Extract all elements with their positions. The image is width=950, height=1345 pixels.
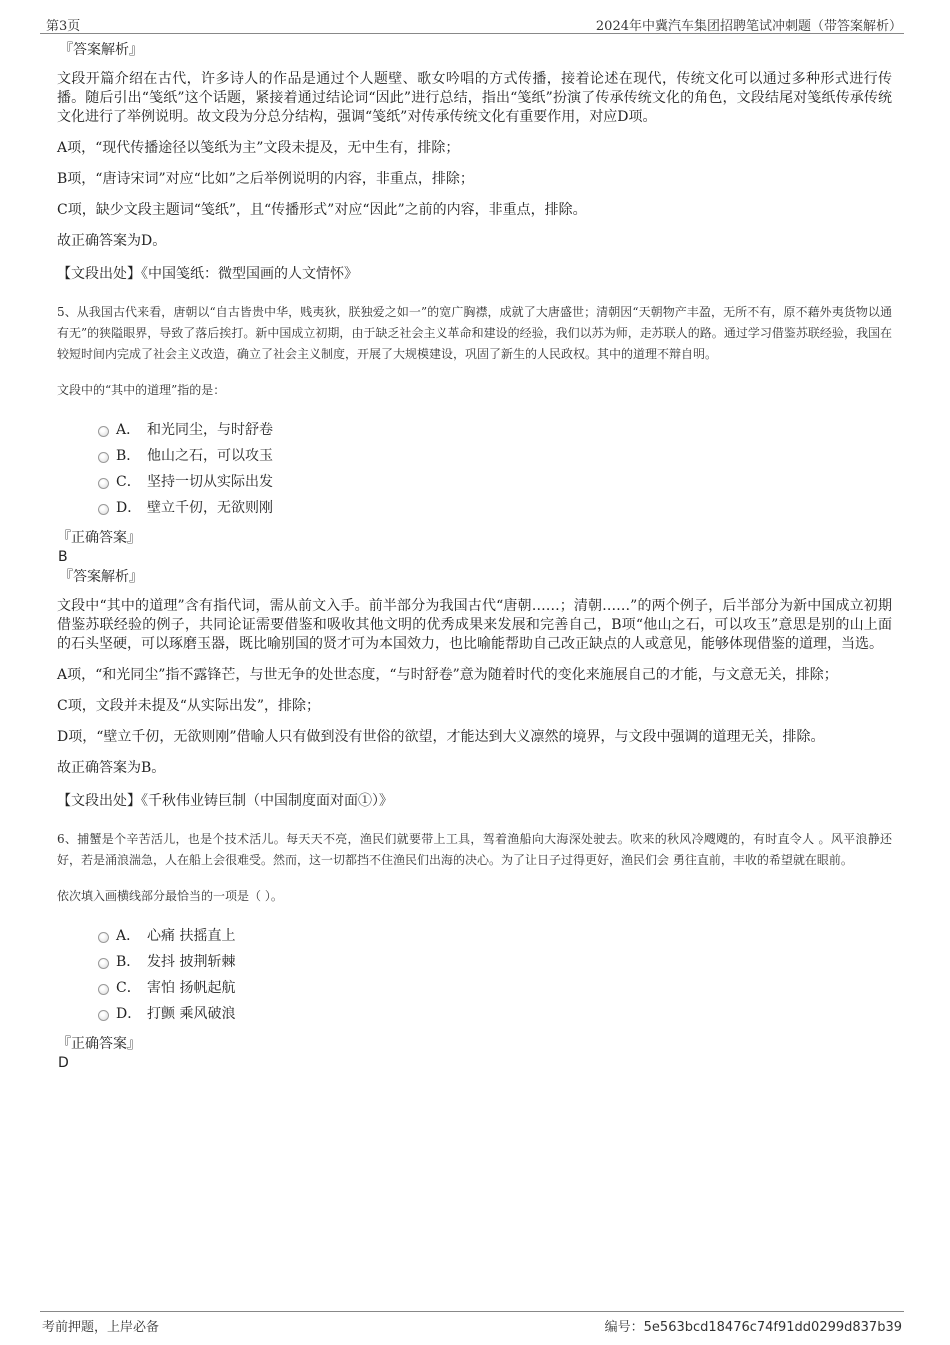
q5-text: 5、从我国古代来看，唐朝以“自古皆贵中华，贱夷狄，朕独爱之如一”的宽广胸襟，成就了大唐盛世；清朝因“天朝物产丰盈，无所不有，原不藉外夷货物以通有无”的狭隘眼界，导致了落后挨打。新中国成立初期，由于缺乏社会主义革命和建设的经验，我们以苏为师，走苏联人的路。通过学习借鉴苏联经验，我国在较短时间内完成了社会主义改造，确立了社会主义制度，开展了大规模建设，巩固了新生的人民政权。其中的道理不辩自明。 xyxy=(57,305,892,361)
q4-option-a-analysis: A项，“现代传播途径以笺纸为主”文段未提及，无中生有，排除； xyxy=(57,140,460,156)
q5-option-d-analysis: D项，“壁立千仞，无欲则刚”借喻人只有做到没有世俗的欲望，才能达到大义凛然的境界，与文段中强调的道理无关，排除。 xyxy=(57,729,825,745)
q5-answer-value: B xyxy=(58,549,68,565)
q5-answer-label: 『正确答案』 xyxy=(57,530,141,546)
radio-button-icon[interactable] xyxy=(98,504,109,515)
q6-option-d[interactable] xyxy=(98,1001,892,1027)
page-header xyxy=(40,14,904,34)
q6-options xyxy=(98,923,892,1027)
q5-analysis-paragraph: 文段中“其中的道理”含有指代词，需从前文入手。前半部分为我国古代“唐朝……；清朝……”的两个例子，后半部分为新中国成立初期借鉴苏联经验的例子，共同论证需要借鉴和吸收其他文明的优秀成果来发展和完善自己，B项“他山之石，可以攻玉”意思是别的山上面的石头坚硬，可以琢磨玉器，既比喻别国的贤才可为本国效力，也比喻能帮助自己改正缺点的人或意见，能够体现借鉴的道理，当选。 xyxy=(57,598,892,652)
q6-prompt: 依次填入画横线部分最恰当的一项是（ ）。 xyxy=(57,889,283,903)
option-text: 坚持一切从实际出发 xyxy=(147,474,273,490)
q5-option-a[interactable] xyxy=(98,417,892,443)
q4-analysis-paragraph: 文段开篇介绍在古代，许多诗人的作品是通过个人题壁、歌女吟唱的方式传播，接着论述在现代，传统文化可以通过多种形式进行传播。随后引出“笺纸”这个话题，紧接着通过结论词“因此”进行总结，指出“笺纸”扮演了传承传统文化的角色，文段结尾对笺纸传承传统文化进行了举例说明。故文段为分总分结构，强调“笺纸”对传承传统文化有重要作用，对应D项。 xyxy=(57,71,892,125)
option-text: 他山之石，可以攻玉 xyxy=(147,448,273,464)
option-text: 心痛 扶摇直上 xyxy=(147,928,236,944)
q5-option-b[interactable] xyxy=(98,443,892,469)
q6-answer-label: 『正确答案』 xyxy=(57,1036,141,1052)
q5-source: 【文段出处】《千秋伟业铸巨制（中国制度面对面①）》 xyxy=(57,793,393,809)
radio-button-icon[interactable] xyxy=(98,984,109,995)
radio-button-icon[interactable] xyxy=(98,426,109,437)
option-letter: B． xyxy=(116,954,141,970)
option-text: 发抖 披荆斩棘 xyxy=(147,954,236,970)
q5-options xyxy=(98,417,892,521)
option-text: 和光同尘，与时舒卷 xyxy=(147,422,273,438)
page-content xyxy=(57,40,892,1073)
q6-text: 6、捕蟹是个辛苦活儿，也是个技术活儿。每天天不亮，渔民们就要带上工具，驾着渔船向大海深处驶去。吹来的秋风冷飕飕的，有时直令人 。风平浪静还好，若是涌浪湍急，人在船上会很难受。然而，这一切都挡不住渔民们出海的决心。为了让日子过得更好，渔民们会 勇往直前，丰收的希望就在眼前。 xyxy=(57,832,892,867)
radio-button-icon[interactable] xyxy=(98,1010,109,1021)
q4-source: 【文段出处】《中国笺纸：微型国画的人文情怀》 xyxy=(57,266,358,282)
page-number: 第3页 xyxy=(46,19,81,34)
radio-button-icon[interactable] xyxy=(98,958,109,969)
q4-analysis-label: 『答案解析』 xyxy=(59,42,143,58)
option-letter: B． xyxy=(116,448,141,464)
q5-option-c[interactable] xyxy=(98,469,892,495)
option-letter: C． xyxy=(116,980,141,996)
q4-conclusion: 故正确答案为D。 xyxy=(57,233,167,249)
radio-button-icon[interactable] xyxy=(98,478,109,489)
option-letter: A． xyxy=(116,422,141,438)
option-letter: A． xyxy=(116,928,141,944)
code-label: 编号： xyxy=(604,1320,644,1335)
q5-conclusion: 故正确答案为B。 xyxy=(57,760,166,776)
q5-option-a-analysis: A项，“和光同尘”指不露锋芒，与世无争的处世态度，“与时舒卷”意为随着时代的变化来施展自己的才能，与文意无关，排除； xyxy=(57,667,838,683)
q4-option-b-analysis: B项，“唐诗宋词”对应“比如”之后举例说明的内容，非重点，排除； xyxy=(57,171,474,187)
q6-option-b[interactable] xyxy=(98,949,892,975)
document-code xyxy=(605,1316,902,1335)
q6-answer-value: D xyxy=(58,1055,69,1071)
footer-slogan: 考前押题，上岸必备 xyxy=(42,1320,160,1335)
radio-button-icon[interactable] xyxy=(98,452,109,463)
option-letter: D． xyxy=(116,500,142,516)
option-text: 害怕 扬帆起航 xyxy=(147,980,236,996)
option-text: 打颤 乘风破浪 xyxy=(147,1006,236,1022)
q5-option-c-analysis: C项，文段并未提及“从实际出发”，排除； xyxy=(57,698,321,714)
code-value: 5e563bcd18476c74f91dd0299d837b39 xyxy=(643,1320,902,1335)
q5-prompt: 文段中的“其中的道理”指的是： xyxy=(57,383,226,397)
q5-analysis-label: 『答案解析』 xyxy=(59,569,143,585)
option-text: 壁立千仞，无欲则刚 xyxy=(147,500,273,516)
page-footer xyxy=(40,1311,904,1335)
document-title: 2024年中冀汽车集团招聘笔试冲刺题（带答案解析） xyxy=(595,19,902,34)
q5-option-d[interactable] xyxy=(98,495,892,521)
q6-option-c[interactable] xyxy=(98,975,892,1001)
option-letter: D． xyxy=(116,1006,142,1022)
q4-option-c-analysis: C项，缺少文段主题词“笺纸”，且“传播形式”对应“因此”之前的内容，非重点，排除。 xyxy=(57,202,587,218)
option-letter: C． xyxy=(116,474,141,490)
q6-option-a[interactable] xyxy=(98,923,892,949)
radio-button-icon[interactable] xyxy=(98,932,109,943)
